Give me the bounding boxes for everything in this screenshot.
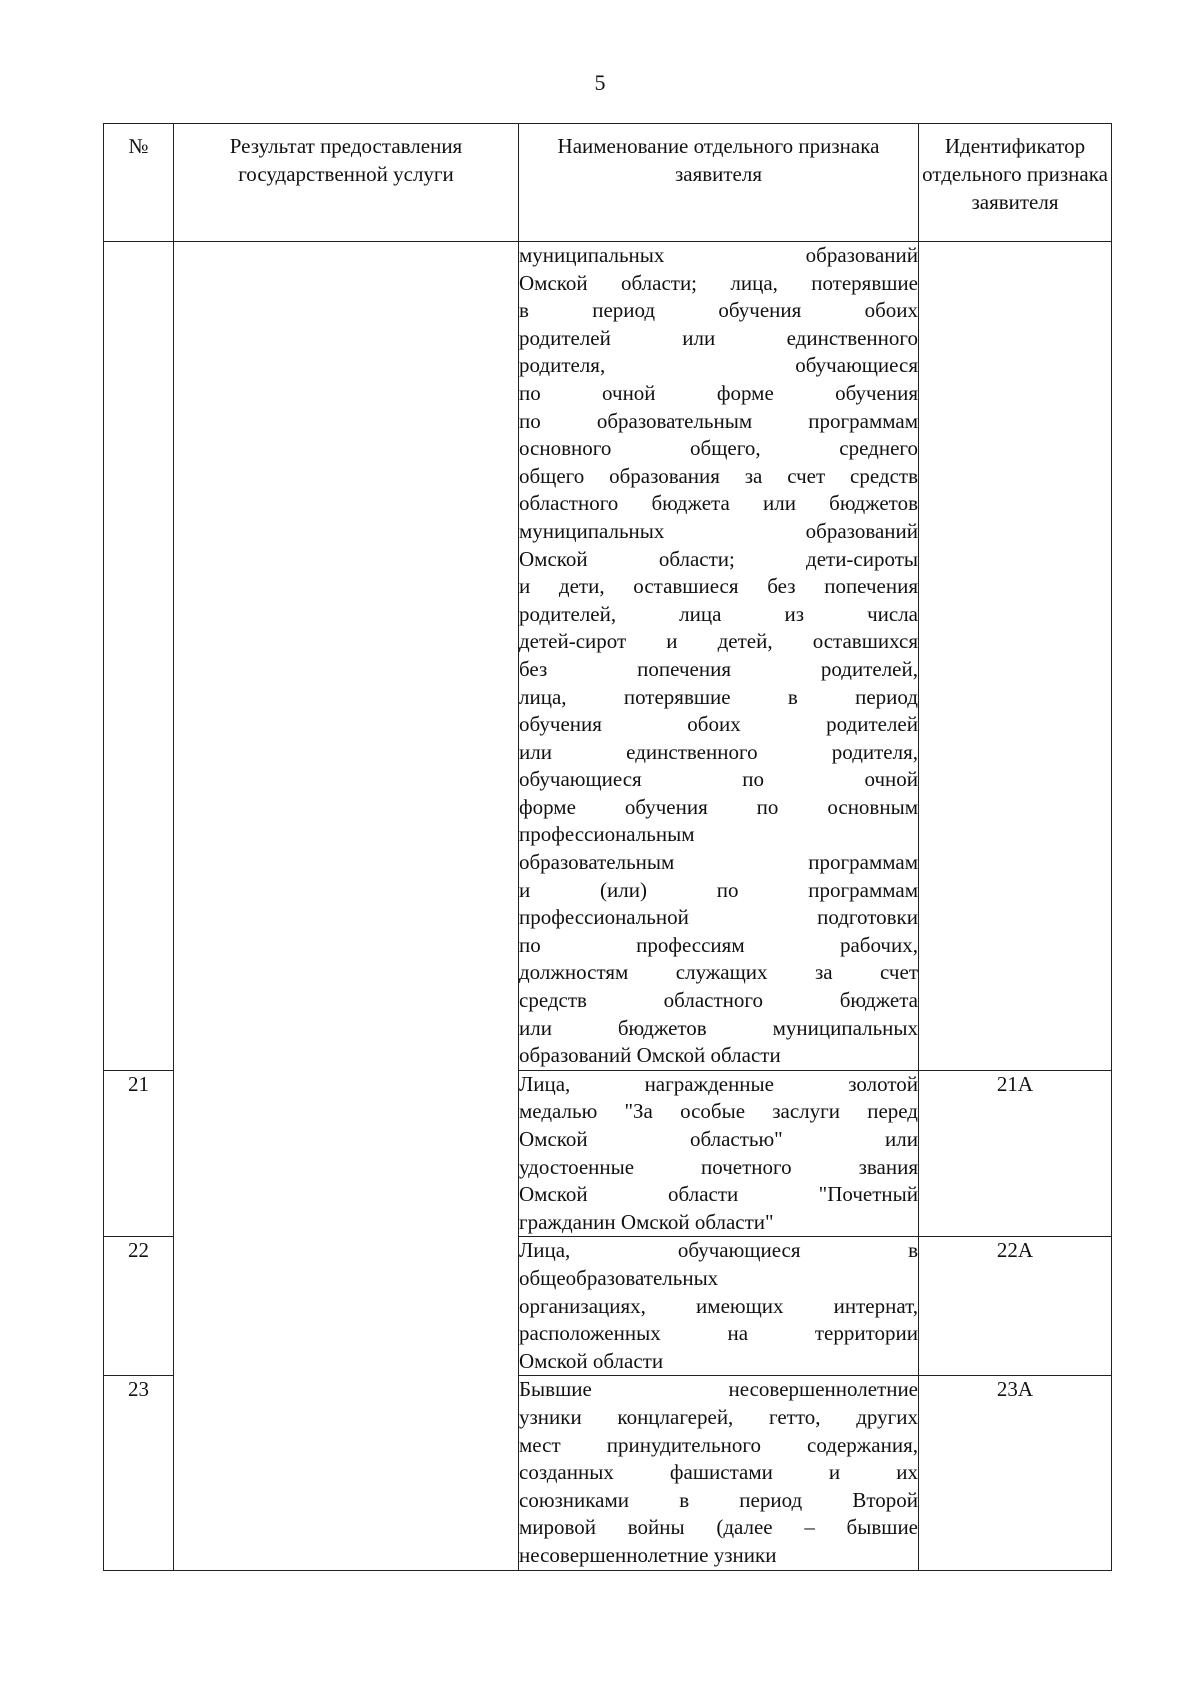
header-number: №: [104, 124, 174, 242]
criterion-name-cell: [519, 242, 919, 1071]
criterion-id: 23А: [919, 1376, 1112, 1570]
criterion-text-line: и (или) по программам: [519, 877, 918, 902]
criterion-text-line: союзниками в период Второй: [519, 1487, 918, 1512]
criterion-text-line: обучающиеся по очной: [519, 767, 918, 792]
applicant-criteria-table: [103, 123, 1112, 1571]
criterion-text-line: без попечения родителей,: [519, 656, 918, 681]
criterion-text-line: муниципальных образований: [519, 243, 918, 267]
criterion-text-line: по профессиям рабочих,: [519, 932, 918, 957]
row-number: 21: [104, 1070, 174, 1237]
criterion-id: [919, 242, 1112, 1071]
criterion-text-line: или бюджетов муниципальных: [519, 1015, 918, 1040]
table-row-continuation: [104, 242, 1112, 1071]
criterion-id: 21А: [919, 1070, 1112, 1237]
header-result: Результат предоставления государственной услуги: [174, 124, 519, 242]
criterion-text-line: расположенных на территории: [519, 1321, 918, 1346]
criterion-text-line: родителей или единственного: [519, 325, 918, 350]
criterion-text-line: гражданин Омской области": [519, 1209, 774, 1234]
criterion-text-line: областного бюджета или бюджетов: [519, 491, 918, 516]
criterion-text-line: Омской областью" или: [519, 1127, 918, 1151]
criterion-text-line: удостоенные почетного звания: [519, 1154, 918, 1179]
criterion-text-line: Омской области; лица, потерявшие: [519, 270, 918, 295]
criterion-text-line: общеобразовательных: [519, 1265, 719, 1290]
criterion-text-line: организациях, имеющих интернат,: [519, 1293, 918, 1318]
criterion-text-line: Омской области: [519, 1348, 664, 1373]
criterion-text-line: обучения обоих родителей: [519, 712, 918, 737]
criterion-text-line: медалью "За особые заслуги перед: [519, 1099, 918, 1124]
result-cell: [174, 242, 519, 1571]
row-number: 23: [104, 1376, 174, 1570]
criterion-text-line: и дети, оставшиеся без попечения: [519, 574, 918, 599]
criterion-text-line: созданных фашистами и их: [519, 1460, 918, 1485]
criterion-text-line: родителя, обучающиеся: [519, 353, 918, 378]
criterion-text-line: Омской области "Почетный: [519, 1182, 918, 1207]
criterion-id: 22А: [919, 1237, 1112, 1376]
criterion-text-line: по очной форме обучения: [519, 380, 918, 405]
page-number: 5: [594, 70, 606, 95]
criterion-text-line: или единственного родителя,: [519, 739, 918, 764]
table-header-row: [104, 124, 1112, 242]
criterion-text-line: Лица, обучающиеся в: [519, 1238, 918, 1263]
criterion-text-line: мировой войны (далее – бывшие: [519, 1515, 918, 1540]
criterion-text-line: узники концлагерей, гетто, других: [519, 1404, 918, 1429]
criterion-text-line: Омской области; дети-сироты: [519, 546, 918, 571]
criterion-text-line: форме обучения по основным: [519, 794, 918, 819]
criterion-text-line: родителей, лица из числа: [519, 601, 918, 626]
criterion-name-cell: [519, 1070, 919, 1237]
criterion-text-line: Бывшие несовершеннолетние: [519, 1377, 918, 1402]
criterion-text-line: несовершеннолетние узники: [519, 1542, 777, 1567]
criterion-text-line: детей-сирот и детей, оставшихся: [519, 629, 918, 654]
criterion-text-line: средств областного бюджета: [519, 988, 918, 1013]
criterion-name-cell: [519, 1237, 919, 1376]
criterion-text-line: муниципальных образований: [519, 518, 918, 543]
criterion-text-line: лица, потерявшие в период: [519, 684, 918, 709]
criterion-text-line: профессиональным: [519, 822, 695, 847]
criterion-name-cell: [519, 1376, 919, 1570]
row-number: [104, 242, 174, 1071]
criterion-text-line: в период обучения обоих: [519, 298, 918, 323]
criterion-text-line: образовательным программам: [519, 850, 918, 875]
criterion-text-line: Лица, награжденные золотой: [519, 1071, 918, 1096]
criterion-text-line: должностям служащих за счет: [519, 960, 918, 985]
header-criterion-name: Наименование отдельного признака заявителя: [519, 124, 919, 242]
criterion-text-line: по образовательным программам: [519, 408, 918, 433]
criterion-text-line: образований Омской области: [519, 1043, 781, 1068]
criterion-text-line: общего образования за счет средств: [519, 463, 918, 488]
criterion-text-line: мест принудительного содержания,: [519, 1432, 918, 1457]
criterion-text-line: профессиональной подготовки: [519, 905, 918, 930]
header-criterion-id: Идентификатор отдельного признака заявителя: [919, 124, 1112, 242]
row-number: 22: [104, 1237, 174, 1376]
criterion-text-line: основного общего, среднего: [519, 436, 918, 461]
